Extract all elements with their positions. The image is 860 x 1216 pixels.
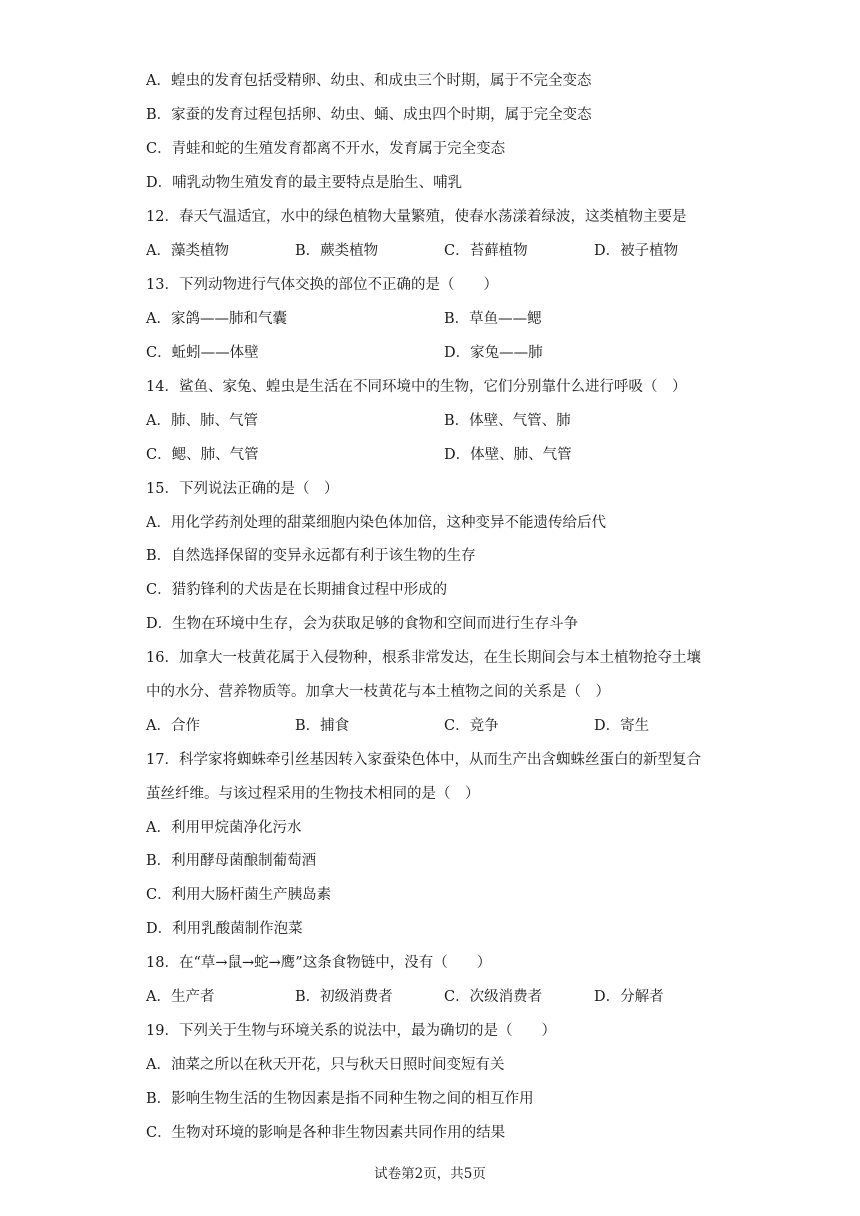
q15-option-b: B．自然选择保留的变异永远都有利于该生物的生存 <box>146 548 476 564</box>
q16-option-d: D．寄生 <box>594 718 650 734</box>
q15-stem: 15．下列说法正确的是（ ） <box>146 481 339 497</box>
q14-option-c: C．鳃、肺、气管 <box>146 447 259 463</box>
q19-option-b: B．影响生物生活的生物因素是指不同种生物之间的相互作用 <box>146 1091 534 1107</box>
q13-option-c: C．蚯蚓——体壁 <box>146 345 259 361</box>
q12-stem: 12．春天气温适宜，水中的绿色植物大量繁殖，使春水荡漾着绿波，这类植物主要是 <box>146 209 687 225</box>
q13-option-a: A．家鸽——肺和气囊 <box>146 311 287 327</box>
q19-option-c: C．生物对环境的影响是各种非生物因素共同作用的结果 <box>146 1125 506 1141</box>
q18-option-b: B．初级消费者 <box>295 989 393 1005</box>
q12-option-c: C．苔藓植物 <box>444 243 528 259</box>
q17-stem-line2: 茧丝纤维。与该过程采用的生物技术相同的是（ ） <box>146 786 480 802</box>
q14-stem: 14．鲨鱼、家兔、蝗虫是生活在不同环境中的生物，它们分别靠什么进行呼吸（ ） <box>146 379 687 395</box>
q11-option-b: B．家蚕的发育过程包括卵、幼虫、蛹、成虫四个时期，属于完全变态 <box>146 107 592 123</box>
q18-option-c: C．次级消费者 <box>444 989 543 1005</box>
q14-option-a: A．肺、肺、气管 <box>146 413 258 429</box>
q16-option-b: B．捕食 <box>295 718 350 734</box>
q13-option-b: B．草鱼——鳃 <box>444 311 542 327</box>
q11-option-c: C．青蛙和蛇的生殖发育都离不开水，发育属于完全变态 <box>146 141 506 157</box>
page-footer: 试卷第2页，共5页 <box>374 1166 486 1182</box>
q15-option-a: A．用化学药剂处理的甜菜细胞内染色体加倍，这种变异不能遗传给后代 <box>146 515 606 531</box>
q18-stem: 18．在“草→鼠→蛇→鹰”这条食物链中，没有（ ） <box>146 955 492 971</box>
q19-option-a: A．油菜之所以在秋天开花，只与秋天日照时间变短有关 <box>146 1057 505 1073</box>
q12-option-a: A．藻类植物 <box>146 243 229 259</box>
q11-option-a: A．蝗虫的发育包括受精卵、幼虫、和成虫三个时期，属于不完全变态 <box>146 73 592 89</box>
q16-option-c: C．竞争 <box>444 718 499 734</box>
q19-stem: 19．下列关于生物与环境关系的说法中，最为确切的是（ ） <box>146 1023 556 1039</box>
q15-option-c: C．猎豹锋利的犬齿是在长期捕食过程中形成的 <box>146 582 448 598</box>
q12-option-d: D．被子植物 <box>594 243 679 259</box>
q15-option-d: D．生物在环境中生存，会为获取足够的食物和空间而进行生存斗争 <box>146 616 579 632</box>
q17-stem-line1: 17．科学家将蜘蛛牵引丝基因转入家蚕染色体中，从而生产出含蜘蛛丝蛋白的新型复合 <box>146 752 701 768</box>
q14-option-b: B．体壁、气管、肺 <box>444 413 571 429</box>
q17-option-b: B．利用酵母菌酿制葡萄酒 <box>146 853 317 869</box>
q16-stem-line2: 中的水分、营养物质等。加拿大一枝黄花与本土植物之间的关系是（ ） <box>146 684 610 700</box>
q12-option-b: B．蕨类植物 <box>295 243 379 259</box>
q14-option-d: D．体壁、肺、气管 <box>444 447 572 463</box>
q17-option-c: C．利用大肠杆菌生产胰岛素 <box>146 887 332 903</box>
q16-stem-line1: 16．加拿大一枝黄花属于入侵物种，根系非常发达，在生长期间会与本土植物抢夺土壤 <box>146 650 701 666</box>
q16-option-a: A．合作 <box>146 718 200 734</box>
q11-option-d: D．哺乳动物生殖发育的最主要特点是胎生、哺乳 <box>146 175 463 191</box>
q13-option-d: D．家兔——肺 <box>444 345 543 361</box>
q13-stem: 13．下列动物进行气体交换的部位不正确的是（ ） <box>146 277 498 293</box>
q17-option-d: D．利用乳酸菌制作泡菜 <box>146 921 303 937</box>
q18-option-d: D．分解者 <box>594 989 664 1005</box>
q18-option-a: A．生产者 <box>146 989 215 1005</box>
q17-option-a: A．利用甲烷菌净化污水 <box>146 820 302 836</box>
